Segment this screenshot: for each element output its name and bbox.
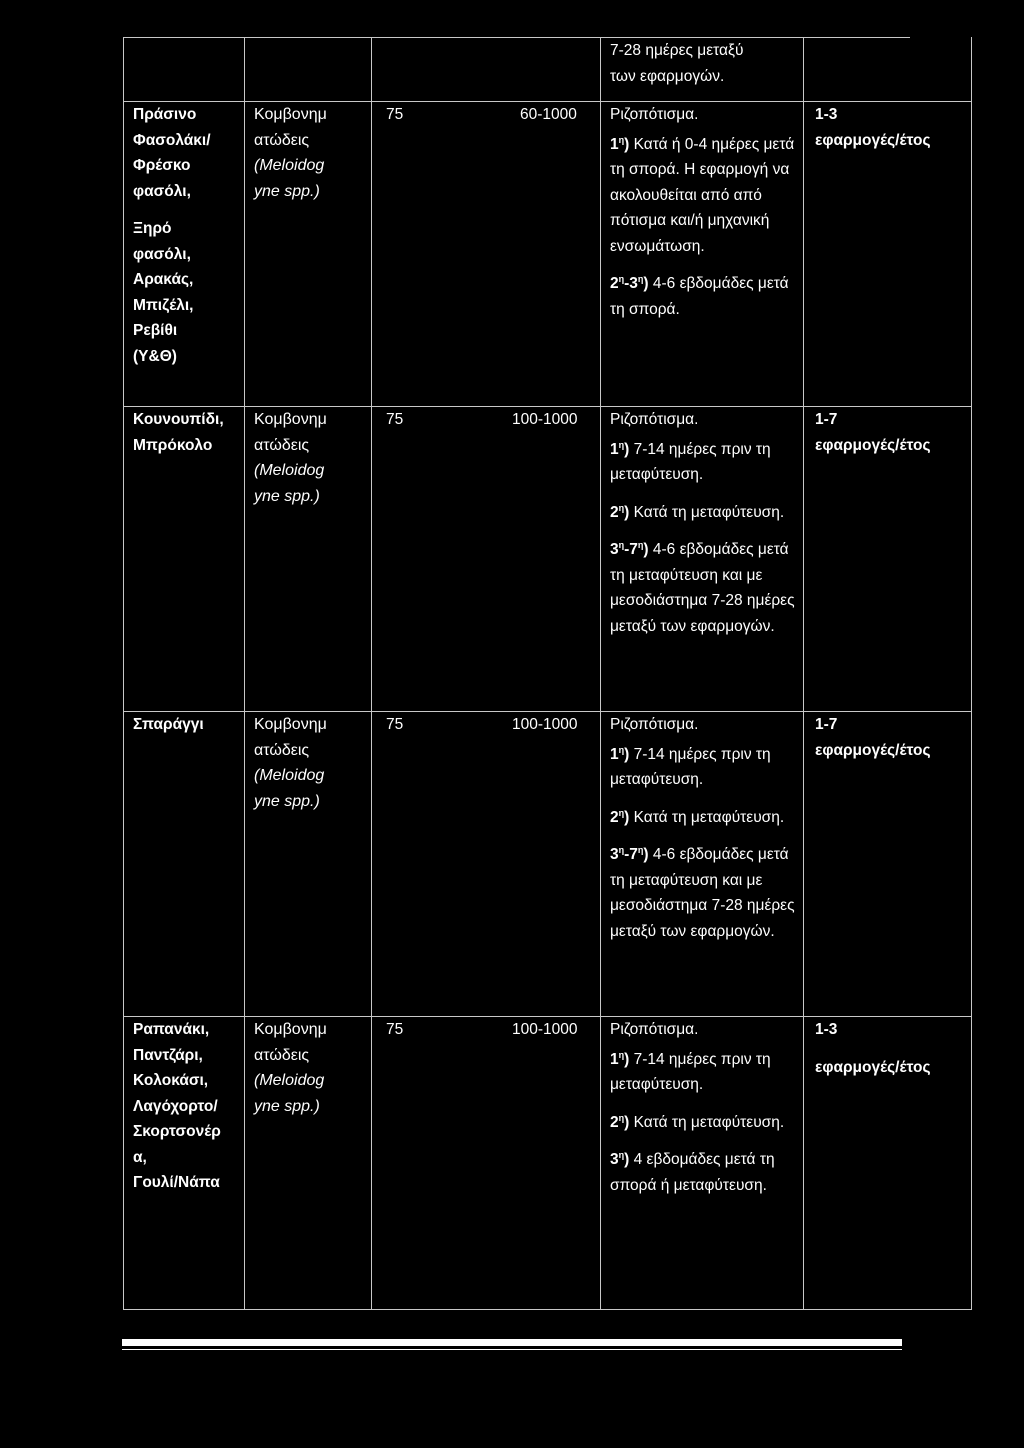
pest-line: Κομβονημ	[254, 106, 327, 123]
frequency-unit: εφαρμογές/έτος	[815, 741, 931, 759]
method-text: Ριζοπότισμα.	[610, 716, 699, 733]
col-divider	[803, 37, 804, 1310]
method-text: Ριζοπότισμα.	[610, 411, 699, 428]
method-text: Ριζοπότισμα.	[610, 1021, 699, 1038]
pest-cell	[254, 1017, 327, 1119]
dose-cell: 75	[386, 106, 404, 123]
volume-cell: 100-1000	[512, 1021, 578, 1038]
step-text: $2^\eta$) Κατά τη μεταφύτευση.	[610, 1112, 785, 1131]
step-text: $1^\eta$) 7-14 ημέρες πριν τη μεταφύτευση.	[610, 744, 771, 788]
step-text: $1^\eta$) 7-14 ημέρες πριν τη μεταφύτευση.	[610, 1049, 771, 1093]
crop-line: Αρακάς,	[133, 271, 194, 288]
crop-line: Κουνουπίδι,	[133, 411, 224, 428]
pest-line: Κομβονημ	[254, 411, 327, 428]
pest-line: (Meloidog	[254, 1072, 325, 1089]
crop-line: Γουλί/Νάπα	[133, 1174, 220, 1191]
volume-cell: 60-1000	[520, 106, 577, 123]
frequency-cell	[815, 407, 931, 458]
pest-line: ατώδεις	[254, 131, 310, 149]
crop-line: Μπρόκολο	[133, 436, 213, 454]
step-text: $2^\eta-3^\eta$) 4-6 εβδομάδες μετά τη σπορά.	[610, 274, 789, 318]
application-cell	[610, 407, 798, 651]
frequency-unit: εφαρμογές/έτος	[815, 436, 931, 454]
col-divider	[371, 37, 372, 1310]
crop-cell	[133, 712, 204, 738]
col-divider	[971, 37, 972, 1310]
volume-cell: 100-1000	[512, 411, 578, 428]
pest-line: (Meloidog	[254, 462, 325, 479]
crop-cell	[133, 1017, 221, 1196]
frequency-unit: εφαρμογές/έτος	[815, 131, 931, 149]
continued-application-text	[610, 38, 743, 89]
pest-line: (Meloidog	[254, 157, 325, 174]
step-text: $3^\eta-7^\eta$) 4-6 εβδομάδες μετά τη μεταφύτευση και με μεσοδιάστημα 7-28 ημέρες μεταξύ των εφαρμογών.	[610, 540, 795, 635]
dose-cell: 75	[386, 716, 404, 733]
crop-cell	[133, 407, 224, 458]
crop-line: φασόλι,	[133, 182, 191, 200]
application-cell	[610, 1017, 798, 1210]
crop-line: Πράσινο	[133, 106, 197, 123]
dose-cell: 75	[386, 411, 404, 428]
frequency-range: 1-7	[815, 411, 838, 428]
crop-line: Ραπανάκι,	[133, 1021, 210, 1038]
text-line: 7-28 ημέρες μεταξύ	[610, 42, 744, 59]
frequency-cell	[815, 1017, 931, 1080]
step-text: $1^\eta$) Κατά ή 0-4 ημέρες μετά τη σπορά. Η εφαρμογή να ακολουθείται από από πότισμα και/ή μηχανική ενσωμάτωση.	[610, 134, 795, 255]
frequency-range: 1-7	[815, 716, 838, 733]
crop-line: Φασολάκι/	[133, 131, 211, 149]
crop-line: Παντζάρι,	[133, 1046, 203, 1064]
frequency-range: 1-3	[815, 106, 838, 123]
text-line: των εφαρμογών.	[610, 67, 725, 85]
pest-cell	[254, 712, 327, 814]
footer-rule-thin	[122, 1349, 902, 1350]
pest-line: Κομβονημ	[254, 1021, 327, 1038]
crop-line: Ρεβίθι	[133, 322, 178, 339]
crop-line: φασόλι,	[133, 245, 191, 263]
crop-line: Ξηρό	[133, 220, 172, 237]
table-top-border	[123, 37, 910, 38]
pest-cell	[254, 102, 327, 204]
table-bottom-border	[123, 1309, 972, 1310]
step-text: $3^\eta$) 4 εβδομάδες μετά τη σπορά ή μεταφύτευση.	[610, 1150, 775, 1194]
crop-line: (Υ&Θ)	[133, 347, 177, 365]
pest-line: ατώδεις	[254, 1046, 310, 1064]
pest-line: yne spp.)	[254, 792, 320, 810]
dose-cell: 75	[386, 1021, 404, 1038]
step-text: $3^\eta-7^\eta$) 4-6 εβδομάδες μετά τη μεταφύτευση και με μεσοδιάστημα 7-28 ημέρες μεταξύ των εφαρμογών.	[610, 845, 795, 940]
crop-line: Φρέσκο	[133, 157, 191, 174]
application-cell	[610, 712, 798, 956]
footer-rule	[122, 1339, 902, 1346]
frequency-unit: εφαρμογές/έτος	[815, 1058, 931, 1076]
col-divider	[123, 37, 124, 1310]
crop-line: α,	[133, 1148, 147, 1166]
crop-line: Σπαράγγι	[133, 716, 204, 733]
crop-line: Κολοκάσι,	[133, 1072, 209, 1089]
step-text: $2^\eta$) Κατά τη μεταφύτευση.	[610, 502, 785, 521]
step-text: $2^\eta$) Κατά τη μεταφύτευση.	[610, 807, 785, 826]
pest-line: yne spp.)	[254, 487, 320, 505]
crop-cell	[133, 102, 211, 369]
frequency-cell	[815, 102, 960, 153]
col-divider	[600, 37, 601, 1310]
step-text: $1^\eta$) 7-14 ημέρες πριν τη μεταφύτευση.	[610, 439, 771, 483]
pest-cell	[254, 407, 327, 509]
col-divider	[244, 37, 245, 1310]
pest-line: (Meloidog	[254, 767, 325, 784]
crop-line: Σκορτσονέρ	[133, 1123, 221, 1140]
pest-line: yne spp.)	[254, 182, 320, 200]
frequency-cell	[815, 712, 931, 763]
spacer	[133, 204, 211, 216]
pest-line: Κομβονημ	[254, 716, 327, 733]
pest-line: ατώδεις	[254, 436, 310, 454]
application-cell	[610, 102, 798, 334]
volume-cell: 100-1000	[512, 716, 578, 733]
crop-line: Λαγόχορτο/	[133, 1097, 218, 1115]
crop-line: Μπιζέλι,	[133, 296, 194, 314]
method-text: Ριζοπότισμα.	[610, 106, 699, 123]
pest-line: ατώδεις	[254, 741, 310, 759]
pest-line: yne spp.)	[254, 1097, 320, 1115]
frequency-range: 1-3	[815, 1021, 838, 1038]
